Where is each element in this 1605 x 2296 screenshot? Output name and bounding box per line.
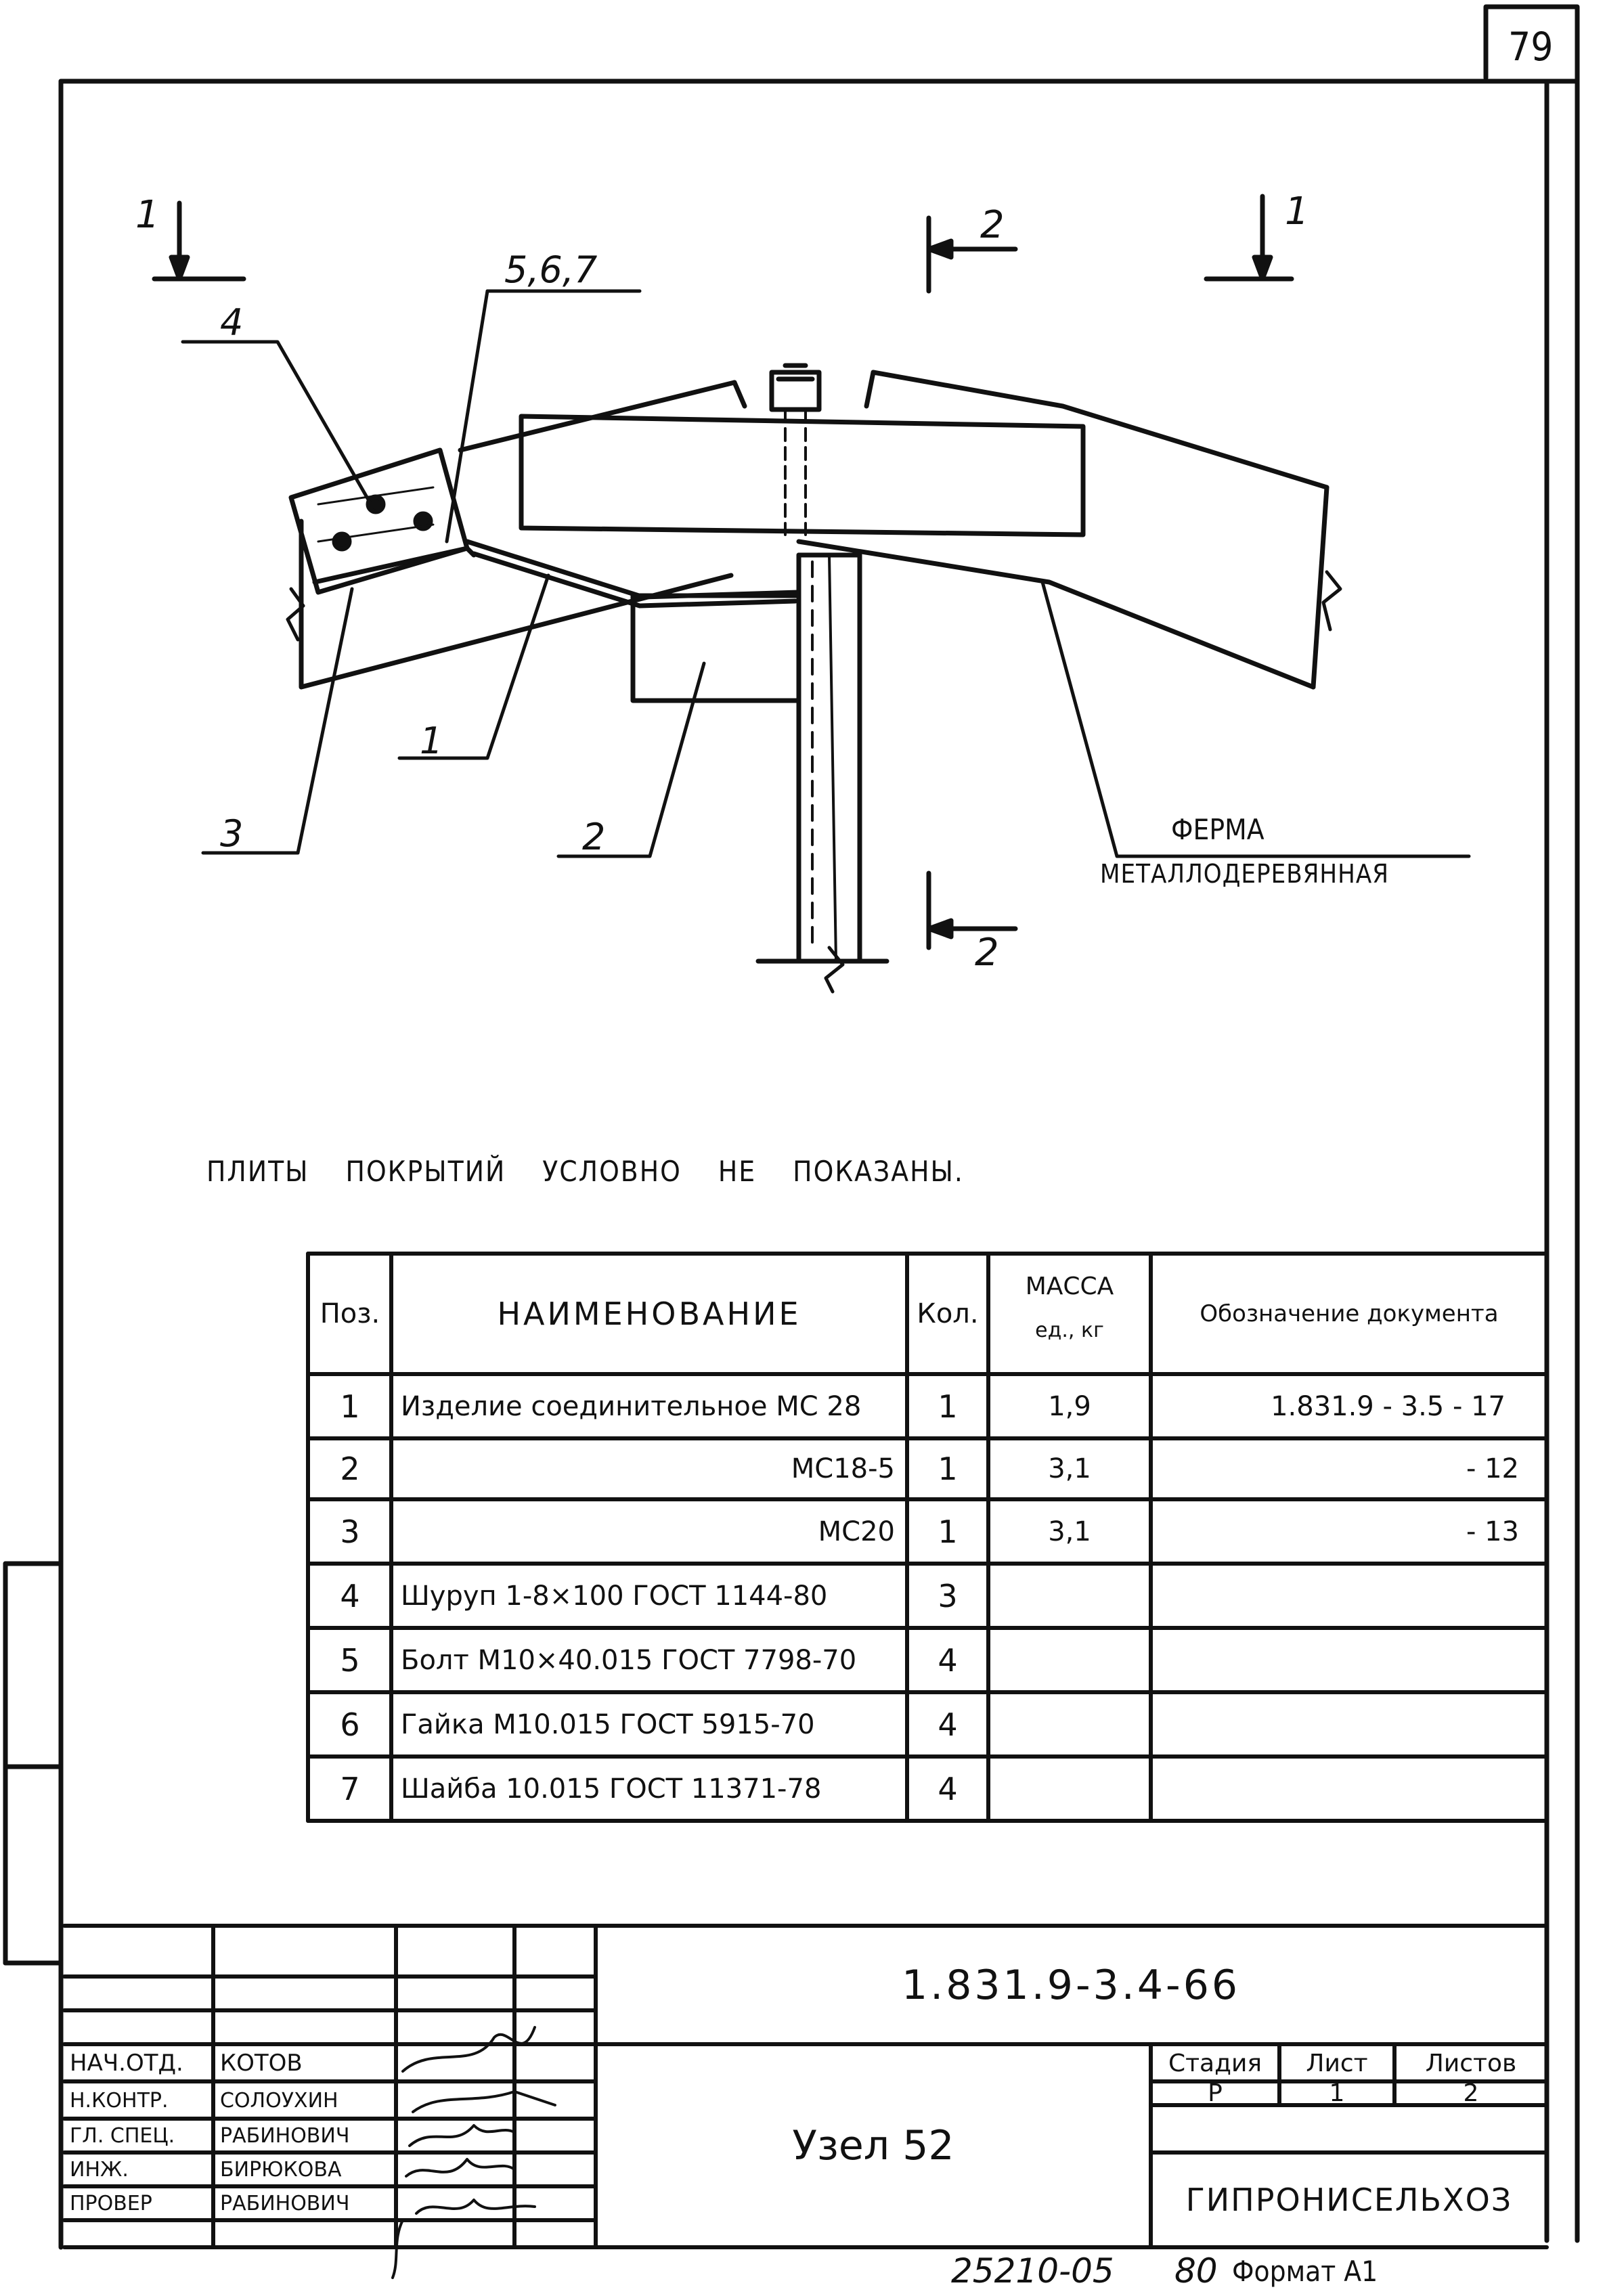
drawing-note: ПЛИТЫ ПОКРЫТИЙ УСЛОВНО НЕ ПОКАЗАНЫ.: [206, 1155, 964, 1188]
leader-label-4: 4: [220, 301, 244, 344]
row-5-qty: 4: [938, 1641, 958, 1679]
section-label-2-top: 2: [980, 203, 1005, 247]
row-5-name: Болт М10×40.015 ГОСТ 7798-70: [401, 1644, 857, 1676]
row-2-doc: - 12: [1466, 1453, 1519, 1484]
row-1-doc: 1.831.9 - 3.5 - 17: [1271, 1390, 1505, 1422]
signer-1-name: КОТОВ: [220, 2050, 303, 2077]
section-mark-1-left: [154, 203, 244, 279]
sheets-label: Листов: [1425, 2049, 1517, 2077]
section-mark-1-right: [1206, 196, 1292, 279]
row-3-doc: - 13: [1466, 1516, 1519, 1547]
copy-number: 80: [1174, 2251, 1218, 2291]
header-doc: Обозначение документа: [1200, 1300, 1499, 1327]
row-2-name: МС18-5: [791, 1453, 895, 1484]
leader-label-3: 3: [220, 812, 244, 855]
section-mark-2-bottom: [929, 873, 1015, 948]
row-7-name: Шайба 10.015 ГОСТ 11371-78: [401, 1773, 822, 1805]
row-3-pos: 3: [340, 1513, 360, 1550]
sheet-value: 1: [1329, 2082, 1345, 2104]
plate-part-2: [633, 596, 799, 701]
truss-label-line2: МЕТАЛЛОДЕРЕВЯННАЯ: [1100, 859, 1389, 889]
truss-label-line1: ФЕРМА: [1171, 813, 1265, 846]
leader-label-1: 1: [420, 720, 443, 762]
section-label-1-left: 1: [135, 193, 160, 237]
row-2-mass: 3,1: [1048, 1453, 1091, 1484]
format-label: Формат А1: [1232, 2255, 1378, 2288]
bracket-part-4: [291, 450, 474, 592]
row-4-doc: [1152, 1565, 1546, 1627]
signer-3-name: РАБИНОВИЧ: [220, 2124, 350, 2148]
row-1-qty: 1: [938, 1388, 958, 1425]
row-7-doc: [1152, 1758, 1546, 1819]
row-4-pos: 4: [340, 1577, 360, 1614]
row-5-pos: 5: [340, 1641, 360, 1679]
header-qty: Кол.: [917, 1298, 979, 1329]
row-3-qty: 1: [938, 1513, 958, 1550]
row-2-qty: 1: [938, 1451, 958, 1487]
header-mass-line2: ед., кг: [1035, 1318, 1104, 1342]
page-number: 79: [1508, 24, 1554, 70]
inventory-number: 25210-05: [951, 2251, 1114, 2291]
row-5-doc: [1152, 1629, 1546, 1691]
row-1-mass: 1,9: [1048, 1390, 1091, 1422]
column: [758, 555, 887, 961]
row-5-mass: [990, 1629, 1149, 1691]
document-code: 1.831.9-3.4-66: [901, 1962, 1241, 2009]
row-7-qty: 4: [938, 1770, 958, 1807]
row-1-pos: 1: [340, 1388, 360, 1425]
row-6-doc: [1152, 1694, 1546, 1755]
signer-5-role: ПРОВЕР: [70, 2192, 152, 2215]
tie-bolt: [772, 366, 819, 535]
row-6-mass: [990, 1694, 1149, 1755]
row-3-name: МС20: [818, 1516, 895, 1547]
row-6-pos: 6: [340, 1706, 360, 1743]
row-4-qty: 3: [938, 1577, 958, 1614]
leader-label-2: 2: [582, 816, 606, 858]
organization-name: ГИПРОНИСЕЛЬХОЗ: [1185, 2182, 1513, 2218]
fasteners: [318, 487, 433, 549]
row-6-qty: 4: [938, 1706, 958, 1743]
row-4-name: Шуруп 1-8×100 ГОСТ 1144-80: [401, 1580, 828, 1612]
sheets-value: 2: [1463, 2082, 1479, 2104]
header-mass-line1: МАССА: [1025, 1272, 1114, 1300]
drawing-title: Узел 52: [792, 2122, 954, 2169]
row-1-name: Изделие соединительное МС 28: [401, 1390, 862, 1422]
row-2-pos: 2: [340, 1451, 360, 1487]
signer-2-name: СОЛОУХИН: [220, 2088, 338, 2113]
section-label-1-right: 1: [1285, 190, 1309, 234]
row-4-mass: [990, 1565, 1149, 1627]
signer-4-role: ИНЖ.: [70, 2158, 129, 2182]
header-pos: Поз.: [320, 1298, 380, 1329]
row-7-pos: 7: [340, 1770, 360, 1807]
signer-4-name: БИРЮКОВА: [220, 2158, 342, 2182]
stage-value: Р: [1208, 2082, 1223, 2104]
sheet-label: Лист: [1306, 2049, 1368, 2077]
signer-3-role: ГЛ. СПЕЦ.: [70, 2124, 175, 2148]
signer-2-role: Н.КОНТР.: [70, 2088, 169, 2113]
row-3-mass: 3,1: [1048, 1516, 1091, 1547]
signer-1-role: НАЧ.ОТД.: [70, 2050, 183, 2077]
stage-label: Стадия: [1168, 2049, 1262, 2077]
timber-block: [521, 416, 1083, 535]
signer-5-name: РАБИНОВИЧ: [220, 2192, 350, 2215]
header-name: НАИМЕНОВАНИЕ: [497, 1296, 801, 1332]
section-label-2-bottom: 2: [975, 931, 999, 975]
row-6-name: Гайка М10.015 ГОСТ 5915-70: [401, 1708, 815, 1740]
leader-label-567: 5,6,7: [504, 248, 598, 291]
row-7-mass: [990, 1758, 1149, 1819]
